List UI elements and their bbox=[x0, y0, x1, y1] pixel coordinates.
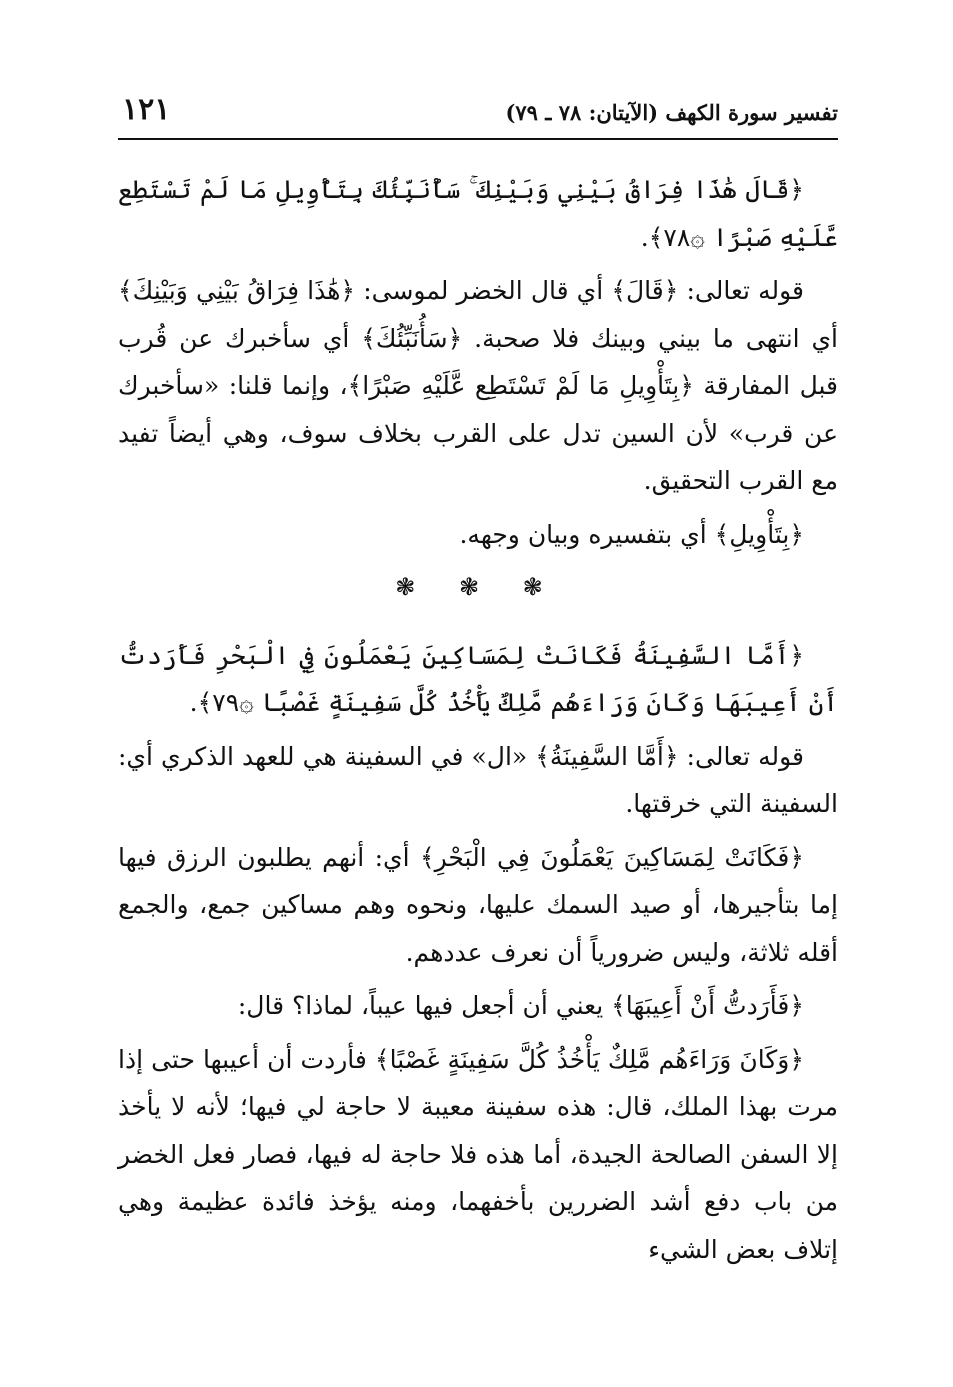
header-rule bbox=[118, 138, 838, 140]
commentary-paragraph: ﴿وَكَانَ وَرَاءَهُم مَّلِكٌ يَأْخُذُ كُلَّ سَفِينَةٍ غَصْبًا﴾ فأردت أن أعيبها حتى إذا مرت بهذا الملك، قال: هذه سفينة معيبة لا حاجة لي فيها؛ لأنه لا يأخذ إلا السفن الصالحة الجيدة، أما هذه فلا حاجة له فيها، فصار فعل الخضر من باب دفع أشد الضررين بأخفهما، ومنه يؤخذ فائدة عظيمة وهي إتلاف بعض الشيء bbox=[118, 1044, 838, 1264]
section-separator: ❃ ❃ ❃ bbox=[395, 573, 561, 601]
page-number: ١٢١ bbox=[122, 92, 171, 127]
quran-verse-79: ﴿أَمَّا السَّفِينَةُ فَكَانَتْ لِمَسَاكِينَ يَعْمَلُونَ فِي الْبَحْرِ فَأَرَدتُّ أَنْ أَعِيبَهَا وَكَانَ وَرَاءَهُم مَّلِكٌ يَأْخُذُ كُلَّ سَفِينَةٍ غَصْبًا ۞٧٩﴾. bbox=[118, 640, 838, 717]
page-body bbox=[118, 166, 838, 1279]
running-title: تفسير سورة الكهف (الآيتان: ٧٨ ـ ٧٩) bbox=[505, 100, 838, 125]
commentary-paragraph: قوله تعالى: ﴿قَالَ﴾ أي قال الخضر لموسى: ﴿هَٰذَا فِرَاقُ بَيْنِي وَبَيْنِكَ﴾ أي انتهى ما بيني وبينك فلا صحبة. ﴿سَأُنَبِّئُكَ﴾ أي سأخبرك عن قُرب قبل المفارقة ﴿بِتَأْوِيلِ مَا لَمْ تَسْتَطِع عَّلَيْهِ صَبْرًا﴾، وإنما قلنا: «سأخبرك عن قرب» لأن السين تدل على القرب بخلاف سوف، وهي أيضاً تفيد مع القرب التحقيق. bbox=[118, 276, 838, 495]
quran-verse-78: ﴿قَالَ هَٰذَا فِرَاقُ بَيْنِي وَبَيْنِكَ ۚ سَأُنَبِّئُكَ بِتَأْوِيلِ مَا لَمْ تَسْتَطِع عَّلَيْهِ صَبْرًا ۞٧٨﴾. bbox=[118, 175, 838, 252]
commentary-paragraph: ﴿فَأَرَدتُّ أَنْ أَعِيبَهَا﴾ يعني أن أجعل فيها عيباً، لماذا؟ قال: bbox=[237, 991, 804, 1020]
commentary-paragraph: قوله تعالى: ﴿أَمَّا السَّفِينَةُ﴾ «ال» في السفينة هي للعهد الذكري أي: السفينة التي خرقتها. bbox=[118, 741, 838, 818]
page-header bbox=[118, 92, 838, 138]
commentary-paragraph: ﴿فَكَانَتْ لِمَسَاكِينَ يَعْمَلُونَ فِي الْبَحْرِ﴾ أي: أنهم يطلبون الرزق فيها إما بتأجيرها، أو صيد السمك عليها، ونحوه وهم مساكين جمع، والجمع أقله ثلاثة، وليس ضرورياً أن نعرف عددهم. bbox=[118, 842, 838, 967]
commentary-paragraph: ﴿بِتَأْوِيلِ﴾ أي بتفسيره وبيان وجهه. bbox=[459, 519, 804, 549]
